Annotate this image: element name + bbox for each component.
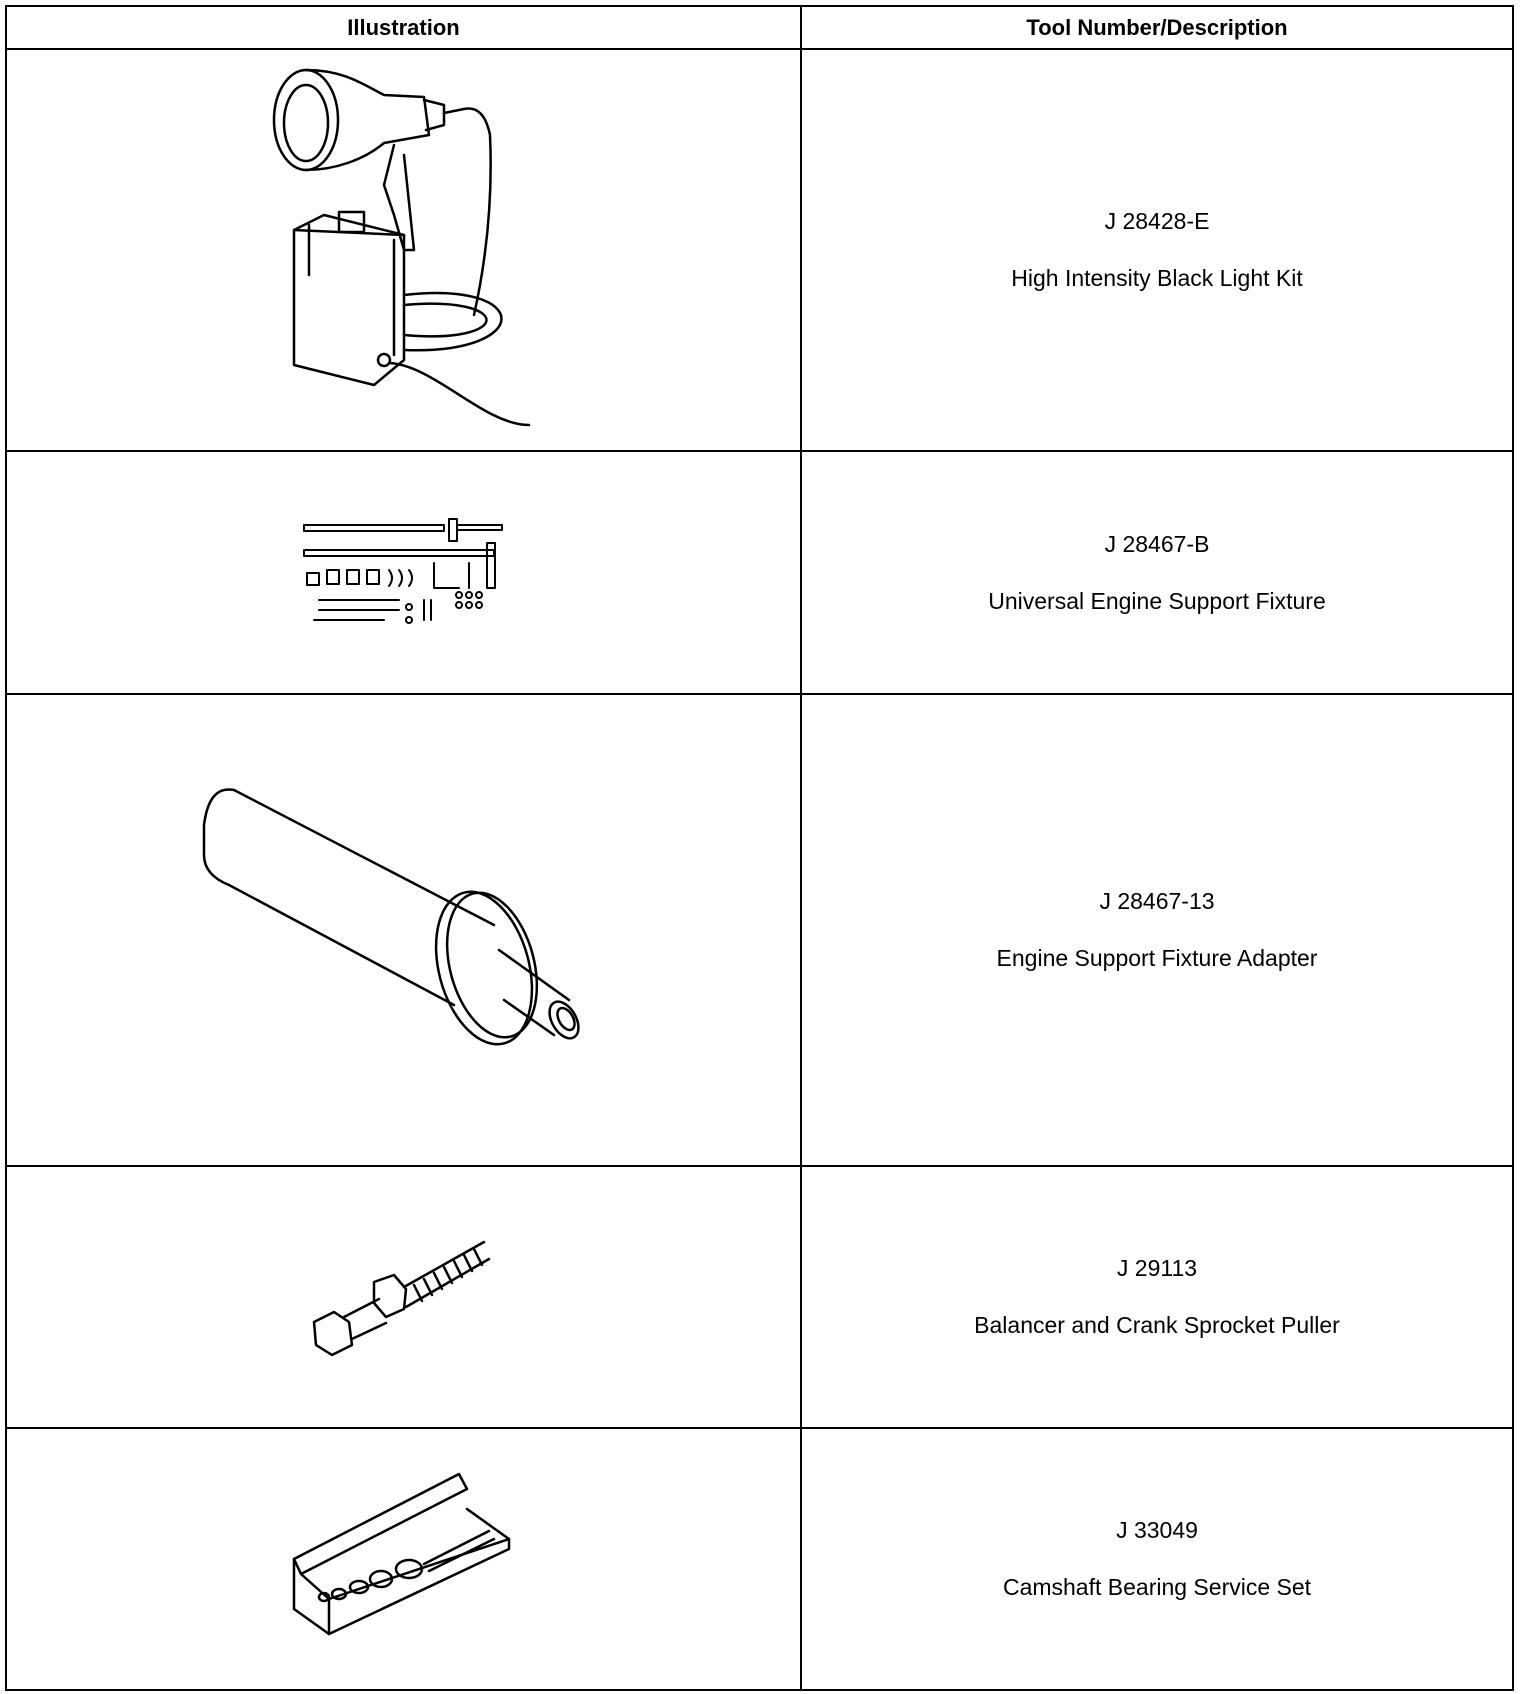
illustration-cell — [6, 451, 801, 694]
tool-number: J 28467-B — [1104, 530, 1210, 557]
tool-info-cell — [801, 451, 1513, 694]
fixture-adapter-icon — [194, 785, 614, 1075]
tool-number: J 28428-E — [1104, 208, 1210, 234]
header-illustration: Illustration — [6, 6, 801, 49]
table-row — [6, 49, 1513, 451]
tool-info-cell — [801, 1166, 1513, 1428]
tool-description: Universal Engine Support Fixture — [988, 587, 1326, 614]
tool-description: Engine Support Fixture Adapter — [996, 945, 1318, 971]
illustration-cell — [6, 694, 801, 1166]
tool-number: J 33049 — [1116, 1517, 1198, 1543]
table-row — [6, 451, 1513, 694]
tool-info-cell — [801, 694, 1513, 1166]
illustration-cell — [6, 1428, 801, 1690]
camshaft-bearing-set-icon — [289, 1469, 519, 1649]
table-row — [6, 1166, 1513, 1428]
engine-support-fixture-icon — [299, 515, 509, 630]
tool-description: High Intensity Black Light Kit — [1011, 265, 1303, 291]
illustration-cell — [6, 1166, 801, 1428]
sprocket-puller-icon — [304, 1227, 504, 1367]
illustration-cell — [6, 49, 801, 451]
table-row — [6, 694, 1513, 1166]
header-row — [6, 6, 1513, 49]
tool-number: J 28467-13 — [1099, 888, 1215, 914]
tool-description: Balancer and Crank Sprocket Puller — [974, 1312, 1340, 1338]
tool-info-cell — [801, 49, 1513, 451]
black-light-kit-icon — [254, 65, 554, 435]
tool-number: J 29113 — [1116, 1255, 1198, 1281]
table-row — [6, 1428, 1513, 1690]
special-tools-table — [5, 5, 1514, 1691]
tool-info-cell — [801, 1428, 1513, 1690]
header-tool-number-description: Tool Number/Description — [801, 6, 1513, 49]
tool-description: Camshaft Bearing Service Set — [1002, 1574, 1312, 1600]
